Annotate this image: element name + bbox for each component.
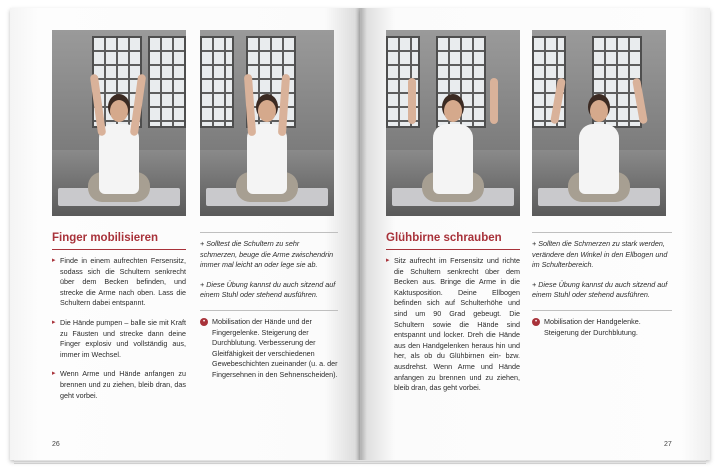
- left-heading: Finger mobilisieren: [52, 232, 159, 244]
- divider: [532, 310, 672, 311]
- page-number-left: 26: [52, 441, 60, 448]
- divider: [200, 310, 338, 311]
- triangle-bullet-icon: ▸: [52, 257, 56, 264]
- exercise-photo-3: [386, 30, 520, 216]
- right-heading-rule: [386, 249, 520, 250]
- triangle-bullet-icon: ▸: [52, 318, 56, 326]
- note: + Sollten die Schmerzen zu stark werden, verändere den Winkel in den Ellbogen und im Schulterbereich.: [532, 239, 668, 270]
- effect-line: • Mobilisation der Handgelenke. Steigerung der Durchblutung.: [532, 317, 672, 338]
- book-spine: [355, 8, 367, 460]
- list-item: ▸ Sitz aufrecht im Fersensitz und richte die Schultern senkrecht über dem Becken aus. Bringe die Arme in die Kaktusposition. Deine Ellbogen befinden sich auf Schulterhöhe und sind um 90 Grad gebeugt. Die Schultern sowie die Hände sind entspannt und locker. Dreh die Hände aus den Handgelenken heraus hin und her, als ob du Glühbirnen ein- bzw. ausdrehst. Wenn Arme und Hände anfangen zu brennen und zu ziehen, bleib dran, das geht vorbei.: [386, 256, 520, 393]
- effect-line: • Mobilisation der Hände und der Fingergelenke. Steigerung der Durchblutung. Verbesserung der Gleitfähigkeit der verschiedenen Gewebeschichten zueinander (u. a. der Fingersehnen in den Sehnenscheiden).: [200, 317, 338, 381]
- right-instructions: [386, 256, 520, 403]
- circle-bullet-icon: •: [200, 318, 208, 326]
- list-item: ▸ Finde in einem aufrechten Fersensitz, sodass sich die Schultern senkrecht über dem Becken befinden, und strecke die Arme nach oben. Lass die Schultern dabei entspannt.: [52, 256, 186, 308]
- page-number-right: 27: [664, 441, 672, 448]
- left-instructions: [52, 256, 186, 410]
- exercise-photo-4: [532, 30, 666, 216]
- triangle-bullet-icon: ▸: [386, 257, 390, 264]
- right-heading: Glühbirne schrauben: [386, 232, 502, 244]
- list-item: ▸ Die Hände pumpen – balle sie mit Kraft zu Fäusten und strecke dann deine Finger explosiv und vollständig aus, immer im Wechsel.: [52, 317, 186, 359]
- divider: [200, 232, 338, 233]
- triangle-bullet-icon: ▸: [52, 370, 56, 378]
- exercise-photo-2: [200, 30, 334, 216]
- list-item: ▸ Wenn Arme und Hände anfangen zu brennen und zu ziehen, bleib dran, das geht vorbei.: [52, 369, 186, 400]
- page-edges: [14, 460, 706, 464]
- exercise-photo-1: [52, 30, 186, 216]
- divider: [532, 232, 672, 233]
- note: + Diese Übung kannst du auch sitzend auf einem Stuhl oder stehend ausführen.: [200, 279, 336, 300]
- left-notes: [200, 232, 338, 390]
- note: + Diese Übung kannst du auch sitzend auf einem Stuhl oder stehend ausführen.: [532, 279, 668, 300]
- right-notes: [532, 232, 672, 347]
- open-book: [10, 8, 710, 464]
- left-heading-rule: [52, 249, 186, 250]
- note: + Solltest die Schultern zu sehr schmerzen, beuge die Arme zwischendrin immer mal leicht an oder lege sie ab.: [200, 239, 334, 270]
- circle-bullet-icon: •: [532, 318, 540, 326]
